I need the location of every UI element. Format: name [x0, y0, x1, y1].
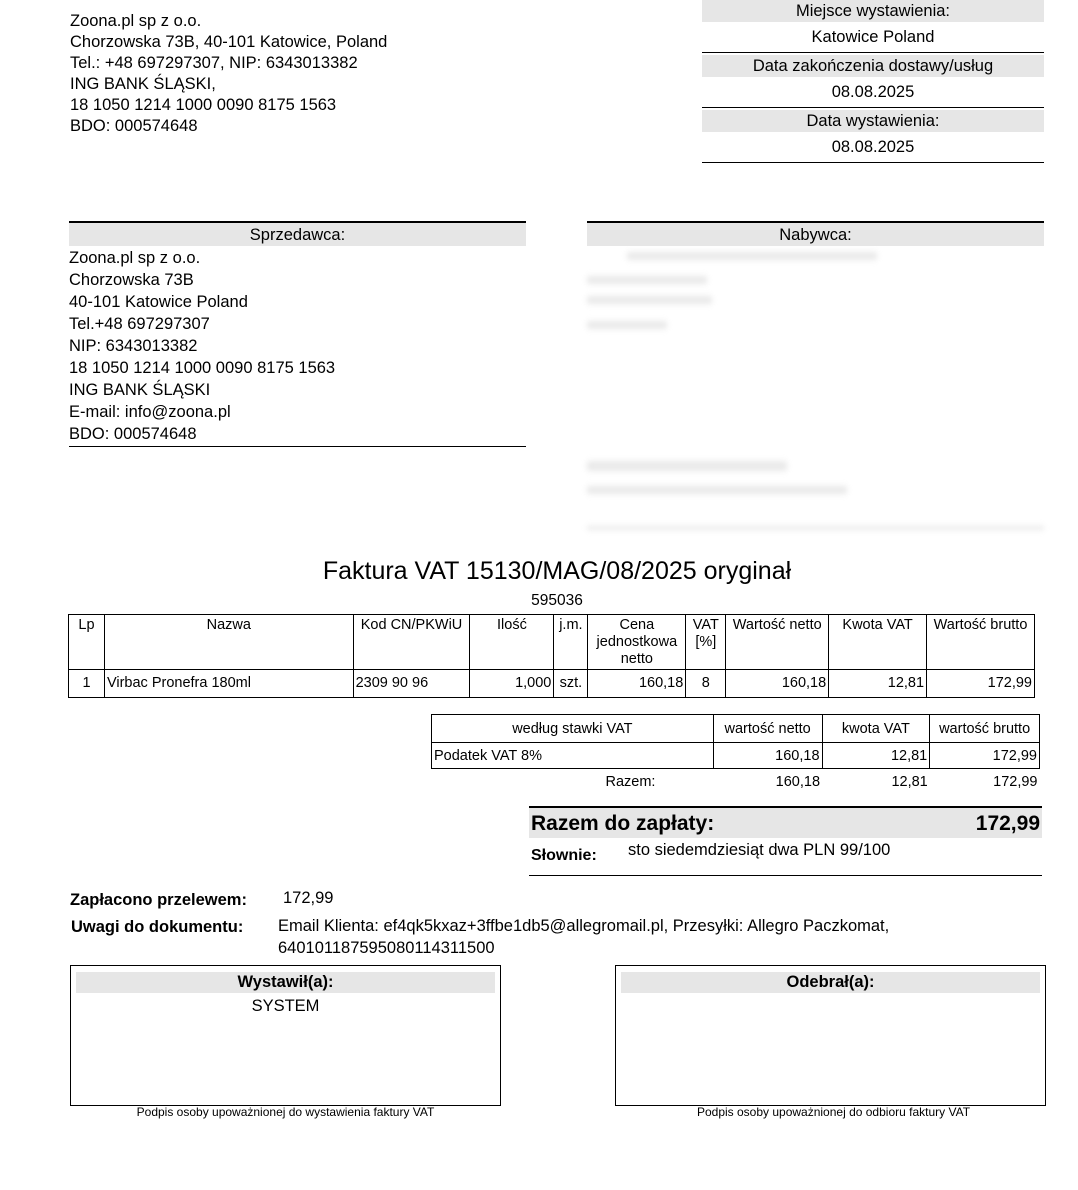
seller-line: E-mail: info@zoona.pl: [69, 403, 231, 421]
col-header: Lp: [69, 615, 105, 670]
table-cell: szt.: [554, 670, 588, 698]
invoice-title: Faktura VAT 15130/MAG/08/2025 oryginał: [322, 557, 792, 585]
issuer-line: 18 1050 1214 1000 0090 8175 1563: [70, 96, 337, 114]
table-cell: 12,81: [829, 670, 927, 698]
table-cell: 1,000: [470, 670, 554, 698]
table-row: [69, 670, 1035, 698]
col-header: j.m.: [554, 615, 588, 670]
issuer-line: Tel.: +48 697297307, NIP: 6343013382: [70, 54, 358, 72]
vat-total-row: [432, 769, 1040, 795]
issuer-line: ING BANK ŚLĄSKI,: [70, 75, 216, 93]
items-table: [68, 614, 1035, 698]
seller-line: BDO: 000574648: [69, 425, 197, 443]
notes-value: [278, 915, 1018, 959]
issued-by-label: Wystawił(a):: [76, 972, 495, 993]
seller-line: 40-101 Katowice Poland: [69, 293, 248, 311]
table-cell: 172,99: [930, 743, 1040, 769]
issuer-line: Zoona.pl sp z o.o.: [70, 12, 202, 30]
seller-line: NIP: 6343013382: [69, 337, 198, 355]
document-info: [702, 0, 1044, 163]
received-by-label: Odebrał(a):: [621, 972, 1040, 993]
col-header: Ilość: [470, 615, 554, 670]
total-label: Razem do zapłaty:: [531, 812, 715, 835]
table-cell: 8: [686, 670, 726, 698]
total-block: [529, 806, 1042, 876]
table-cell: 2309 90 96: [353, 670, 470, 698]
delivery-date-label: Data zakończenia dostawy/usług: [702, 55, 1044, 77]
vat-header-row: [432, 715, 1040, 743]
issue-date-value: 08.08.2025: [702, 132, 1044, 163]
col-header: VAT [%]: [686, 615, 726, 670]
issuer-block: [70, 11, 387, 137]
col-header: Wartość brutto: [927, 615, 1035, 670]
buyer-redacted-details: [587, 246, 1044, 536]
col-header: Nazwa: [104, 615, 353, 670]
table-cell: 1: [69, 670, 105, 698]
vat-total-label: Razem:: [605, 773, 656, 790]
notes-line: 640101187595080114311500: [278, 939, 495, 957]
seller-details: [69, 246, 526, 447]
col-header: wartość netto: [713, 715, 822, 743]
col-header: wartość brutto: [930, 715, 1040, 743]
seller-label: Sprzedawca:: [69, 221, 526, 246]
issue-date-label: Data wystawienia:: [702, 110, 1044, 132]
seller-line: 18 1050 1214 1000 0090 8175 1563: [69, 359, 336, 377]
notes-label: Uwagi do dokumentu:: [71, 918, 244, 936]
seller-line: ING BANK ŚLĄSKI: [69, 381, 211, 399]
seller-line: Tel.+48 697297307: [69, 315, 210, 333]
total-value: 172,99: [975, 812, 1040, 835]
col-header: Kwota VAT: [829, 615, 927, 670]
issuer-line: BDO: 000574648: [70, 117, 198, 135]
words-label: Słownie:: [531, 847, 597, 864]
table-cell: 160,18: [713, 743, 822, 769]
place-label: Miejsce wystawienia:: [702, 0, 1044, 22]
buyer-block: [587, 221, 1044, 536]
issuer-signature-box: [70, 965, 501, 1106]
amount-in-words: [529, 838, 1042, 876]
delivery-date-value: 08.08.2025: [702, 77, 1044, 108]
table-cell: 172,99: [927, 670, 1035, 698]
table-cell: Virbac Pronefra 180ml: [104, 670, 353, 698]
receiver-signature-caption: Podpis osoby upoważnionej do odbioru faktury VAT: [696, 1105, 971, 1119]
issuer-line: Chorzowska 73B, 40-101 Katowice, Poland: [70, 33, 388, 51]
payment-value: 172,99: [283, 889, 334, 907]
col-header: według stawki VAT: [432, 715, 714, 743]
col-header: kwota VAT: [822, 715, 930, 743]
issued-by-value: SYSTEM: [251, 997, 320, 1015]
col-header: Wartość netto: [726, 615, 829, 670]
table-cell: 160,18: [775, 773, 821, 790]
table-cell: 160,18: [726, 670, 829, 698]
table-cell: 172,99: [993, 773, 1038, 790]
vat-summary-table: [431, 714, 1040, 795]
col-header: Cena jednostkowa netto: [588, 615, 686, 670]
payment-label: Zapłacono przelewem:: [70, 891, 247, 909]
total-row: [529, 806, 1042, 838]
table-row: [432, 743, 1040, 769]
notes-line: Email Klienta: ef4qk5kxaz+3ffbe1db5@allegromail.pl, Przesyłki: Allegro Paczkomat,: [278, 917, 890, 935]
receiver-signature-box: [615, 965, 1046, 1106]
table-cell: Podatek VAT 8%: [432, 743, 714, 769]
issuer-signature-caption: Podpis osoby upoważnionej do wystawienia faktury VAT: [136, 1105, 435, 1119]
buyer-label: Nabywca:: [587, 221, 1044, 246]
seller-line: Chorzowska 73B: [69, 271, 194, 289]
seller-block: [69, 221, 526, 447]
table-cell: 12,81: [822, 743, 930, 769]
place-value: Katowice Poland: [702, 22, 1044, 53]
items-header-row: [69, 615, 1035, 670]
table-cell: 160,18: [588, 670, 686, 698]
words-value: sto siedemdziesiąt dwa PLN 99/100: [628, 841, 891, 859]
seller-line: Zoona.pl sp z o.o.: [69, 249, 201, 267]
col-header: Kod CN/PKWiU: [353, 615, 470, 670]
invoice-number: 595036: [531, 592, 583, 609]
table-cell: 12,81: [891, 773, 928, 790]
